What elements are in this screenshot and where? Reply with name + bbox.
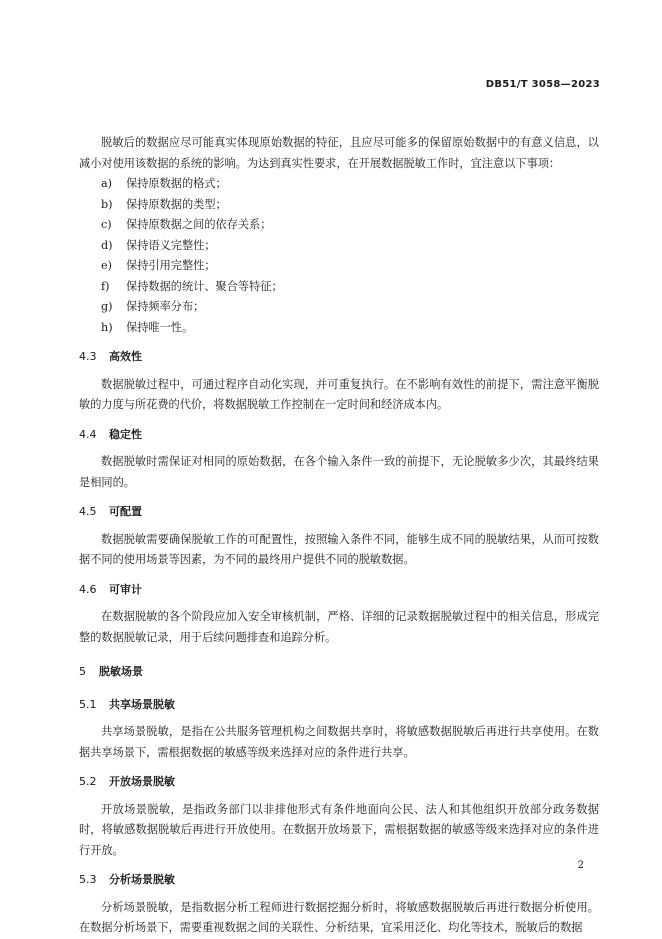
section-paragraph: 开放场景脱敏，是指政务部门以非排他形式有条件地面向公民、法人和其他组织开放部分政务数据时，将敏感数据脱敏后再进行开放使用。在数据开放场景下，需根据数据的敏感等级来选择对应的条件进行开放。	[79, 802, 599, 857]
list-mark: g)	[101, 300, 113, 313]
section-heading	[79, 425, 599, 446]
list-item	[101, 256, 599, 277]
section-number: 4.6	[79, 582, 97, 596]
list-mark: a)	[101, 177, 113, 190]
section-number: 4.5	[79, 505, 97, 518]
section-paragraph: 数据脱敏需要确保脱敏工作的可配置性，按照输入条件不同，能够生成不同的脱敏结果，从而可按数据不同的使用场景等因素，为不同的最终用户提供不同的脱敏数据。	[79, 532, 599, 566]
list-item	[101, 195, 599, 216]
section-heading	[79, 347, 599, 368]
list-item-text: 保持原数据之间的依存关系；	[126, 218, 272, 231]
list-item-text: 保持引用完整性；	[126, 259, 216, 272]
page-number: 2	[577, 860, 584, 871]
section-number: 4.4	[79, 427, 97, 441]
list-mark: d)	[101, 238, 113, 252]
section-heading	[79, 695, 599, 716]
list-item	[101, 236, 599, 257]
section-title: 稳定性	[109, 427, 142, 441]
section-number: 4.3	[79, 350, 97, 363]
section-number: 5.2	[79, 775, 97, 788]
chapter-title: 脱敏场景	[99, 665, 143, 678]
list-item-text: 保持语义完整性；	[126, 238, 216, 252]
list-item-text: 保持原数据的类型；	[126, 197, 227, 211]
section-title: 可配置	[109, 505, 142, 518]
list-item	[101, 297, 599, 318]
section-heading	[79, 870, 599, 891]
section-title: 分析场景脱敏	[109, 873, 175, 886]
chapter-heading	[79, 662, 599, 683]
section-title: 共享场景脱敏	[109, 697, 175, 711]
section-paragraph: 在数据脱敏的各个阶段应加入安全审核机制，严格、详细的记录数据脱敏过程中的相关信息，形成完整的数据脱敏记录，用于后续问题排查和追踪分析。	[79, 610, 599, 644]
list-mark: h)	[101, 320, 113, 334]
list-mark: b)	[101, 197, 113, 211]
chapter-number: 5	[79, 665, 86, 678]
list-item-text: 保持唯一性。	[126, 320, 194, 334]
section-paragraph: 共享场景脱敏，是指在公共服务管理机构之间数据共享时，将敏感数据脱敏后再进行共享使用。在数据共享场景下，需根据数据的敏感等级来选择对应的条件进行共享。	[79, 725, 599, 759]
document-code: DB51/T 3058—2023	[485, 79, 600, 90]
section-number: 5.3	[79, 873, 97, 886]
requirements-list	[79, 174, 599, 338]
section-title: 高效性	[109, 350, 142, 363]
section-paragraph: 数据脱敏过程中，可通过程序自动化实现，并可重复执行。在不影响有效性的前提下，需注意平衡脱敏的力度与所花费的代价，将数据脱敏工作控制在一定时间和经济成本内。	[79, 377, 599, 411]
section-paragraph: 数据脱敏时需保证对相同的原始数据，在各个输入条件一致的前提下，无论脱敏多少次，其最终结果是相同的。	[79, 455, 599, 489]
list-item-text: 保持数据的统计、聚合等特征；	[126, 279, 283, 293]
list-item-text: 保持频率分布；	[126, 300, 205, 313]
section-heading	[79, 772, 599, 793]
list-item	[101, 215, 599, 236]
list-item-text: 保持原数据的格式；	[126, 177, 227, 190]
list-item	[101, 174, 599, 195]
list-item	[101, 277, 599, 298]
list-mark: f)	[101, 279, 110, 293]
list-item	[101, 318, 599, 339]
list-mark: e)	[101, 259, 112, 272]
document-body	[79, 133, 599, 939]
section-heading	[79, 502, 599, 523]
list-mark: c)	[101, 218, 112, 231]
section-title: 开放场景脱敏	[109, 775, 175, 788]
section-number: 5.1	[79, 697, 97, 711]
section-heading	[79, 580, 599, 601]
section-title: 可审计	[109, 582, 142, 596]
intro-paragraph: 脱敏后的数据应尽可能真实体现原始数据的特征，且应尽可能多的保留原始数据中的有意义信息，以减小对使用该数据的系统的影响。为达到真实性要求，在开展数据脱敏工作时，宜注意以下事项：	[79, 136, 599, 170]
section-paragraph: 分析场景脱敏，是指数据分析工程师进行数据挖掘分析时，将敏感数据脱敏后再进行数据分析使用。在数据分析场景下，需要重视数据之间的关联性、分析结果，宜采用泛化、均化等技术，脱敏后的数据	[79, 900, 599, 934]
